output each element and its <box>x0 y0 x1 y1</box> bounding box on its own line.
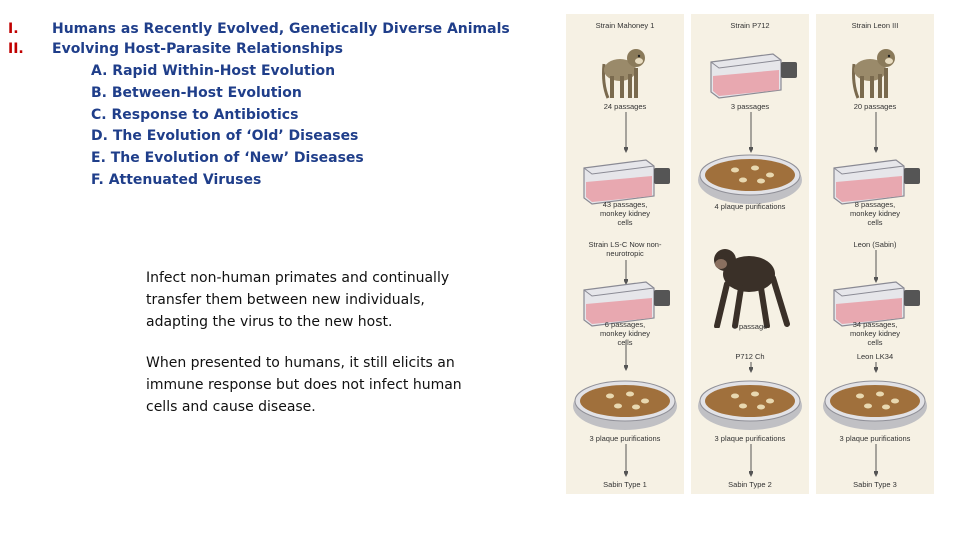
step-label: 3 plaque purifications <box>589 434 661 443</box>
step-label: 6 passages, monkey kidney cells <box>599 320 651 347</box>
flask-icon <box>826 154 922 206</box>
paragraph-immune: When presented to humans, it still elicits an immune response but does not infect human cells and cause disease. <box>146 355 462 415</box>
chimpanzee-icon <box>697 238 803 328</box>
step-label: 3 plaque purifications <box>839 434 911 443</box>
petri-dish-icon <box>820 374 930 434</box>
strain-label: Strain Mahoney 1 <box>595 21 655 30</box>
intermediate-label: Strain LS-C Now non-neurotropic <box>588 240 662 258</box>
petri-dish-icon <box>570 374 680 434</box>
arrow-icon <box>749 444 753 480</box>
result-label: Sabin Type 1 <box>603 480 647 489</box>
outline-number: II. <box>8 41 24 57</box>
intermediate-label: Leon (Sabin) <box>853 240 897 249</box>
flask-icon <box>703 48 799 100</box>
step-label: 43 passages, monkey kidney cells <box>599 200 651 227</box>
result-label: Sabin Type 3 <box>853 480 897 489</box>
outline-subitem: D. The Evolution of ‘Old’ Diseases <box>91 128 359 144</box>
outline-subitem: F. Attenuated Viruses <box>91 172 262 188</box>
petri-dish-icon <box>695 148 805 208</box>
paragraph-infect: Infect non-human primates and continually transfer them between new individuals, adapting the virus to the new host. <box>146 270 450 330</box>
petri-dish-icon <box>695 374 805 434</box>
step-label: 3 passages <box>730 102 770 111</box>
step-label: 24 passages <box>603 102 647 111</box>
sabin-vaccine-figure <box>566 14 934 494</box>
intermediate-label: P712 Ch <box>735 352 765 361</box>
column-type2 <box>691 14 809 494</box>
arrow-icon <box>874 112 878 156</box>
outline-text: Evolving Host-Parasite Relationships <box>52 41 343 57</box>
monkey-icon <box>840 34 910 104</box>
arrow-icon <box>624 340 628 374</box>
step-label: 8 passages, monkey kidney cells <box>849 200 901 227</box>
flask-icon <box>576 154 672 206</box>
outline-subitem: A. Rapid Within-Host Evolution <box>91 63 336 79</box>
arrow-icon <box>874 444 878 480</box>
result-label: Sabin Type 2 <box>728 480 772 489</box>
step-label: 34 passages, monkey kidney cells <box>849 320 901 347</box>
step-label: 1 passage <box>732 322 768 331</box>
step-label: 4 plaque purifications <box>714 202 786 211</box>
outline-subitem: B. Between-Host Evolution <box>91 85 302 101</box>
monkey-icon <box>590 34 660 104</box>
step-label: 20 passages <box>853 102 897 111</box>
strain-label: Strain P712 <box>730 21 770 30</box>
outline-subitem: C. Response to Antibiotics <box>91 107 299 123</box>
strain-label: Strain Leon III <box>851 21 899 30</box>
step-label: 3 plaque purifications <box>714 434 786 443</box>
intermediate-label: Leon LK34 <box>856 352 894 361</box>
arrow-icon <box>624 444 628 480</box>
outline-number: I. <box>8 21 19 37</box>
outline-subitem: E. The Evolution of ‘New’ Diseases <box>91 150 364 166</box>
column-type1 <box>566 14 684 494</box>
outline-text: Humans as Recently Evolved, Genetically Diverse Animals <box>52 21 510 37</box>
column-type3 <box>816 14 934 494</box>
arrow-icon <box>624 112 628 156</box>
